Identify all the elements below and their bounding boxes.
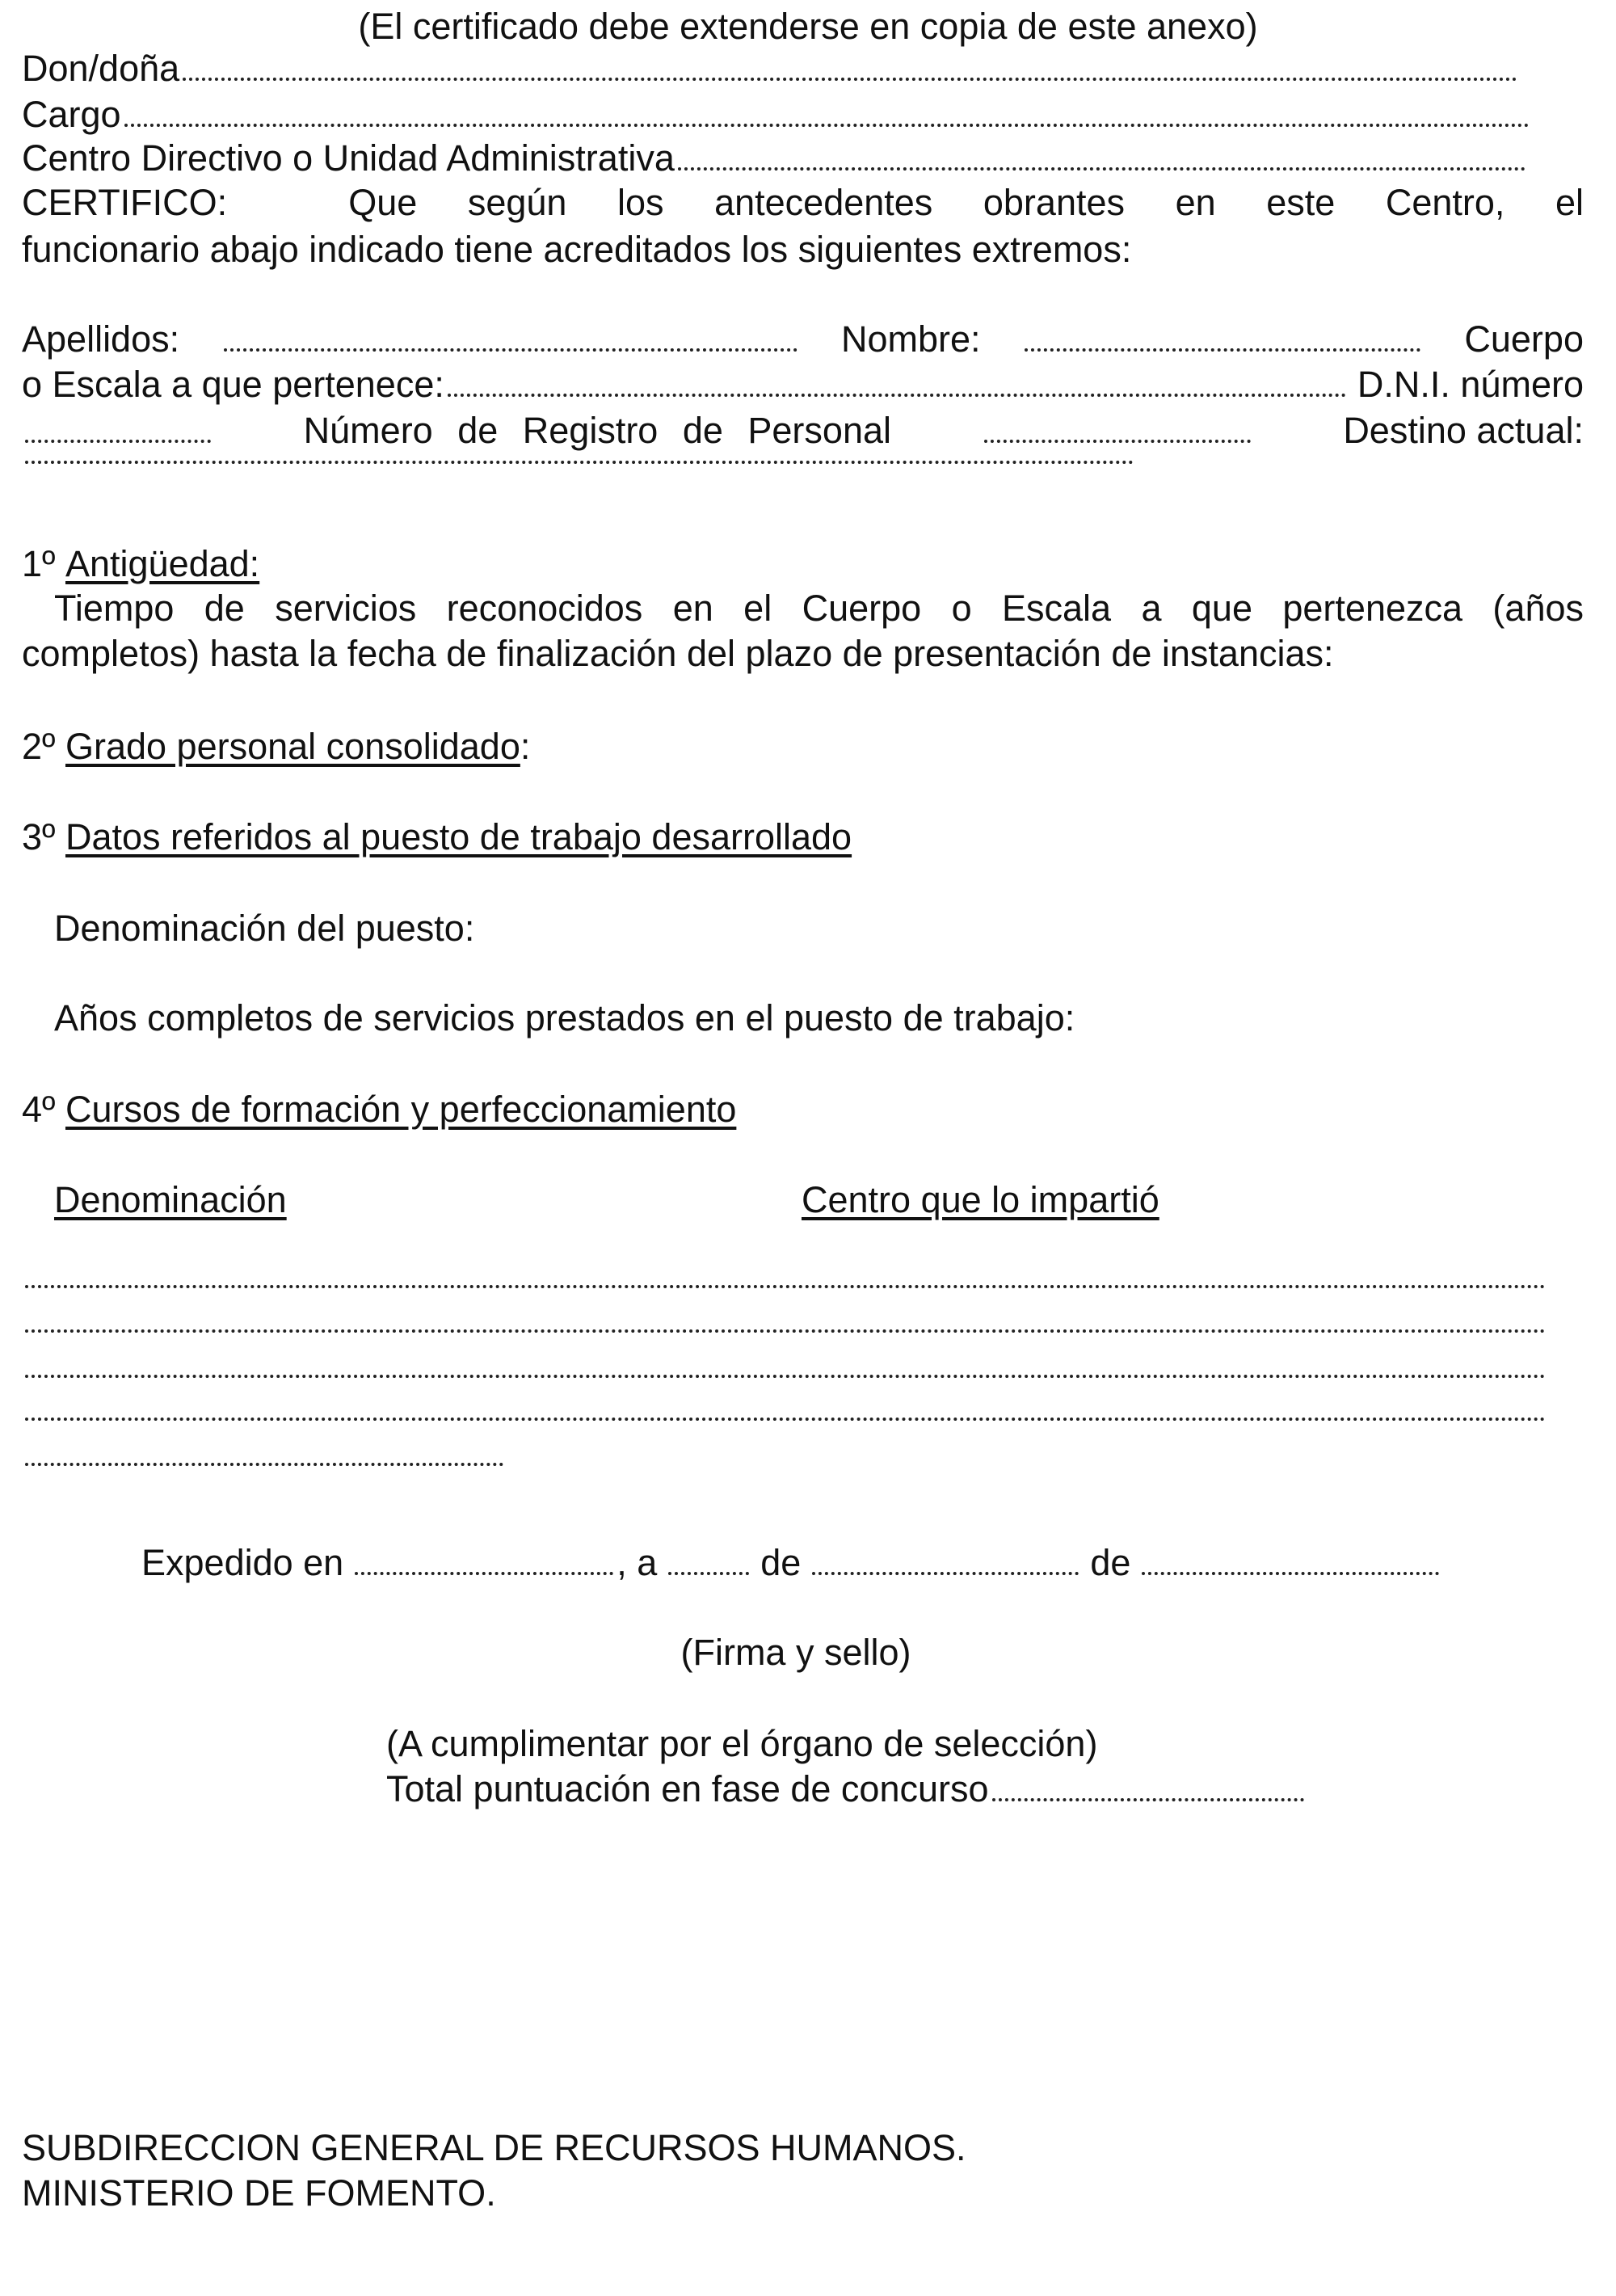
denominacion-puesto-label: Denominación del puesto: <box>54 908 475 949</box>
expedido-line <box>141 1541 1442 1585</box>
s1-number: 1º <box>22 543 56 584</box>
course-line[interactable] <box>22 1367 1549 1410</box>
lugar-blank[interactable] <box>355 1564 613 1575</box>
section-1-heading <box>22 542 1584 586</box>
course-blank[interactable] <box>25 1277 1546 1288</box>
s4-title: Cursos de formación y perfeccionamiento <box>65 1089 737 1130</box>
nombre-label: Nombre: <box>840 318 981 360</box>
de-label-2: de <box>1090 1542 1131 1583</box>
nrp-blank[interactable] <box>984 432 1251 443</box>
cargo-field <box>22 93 1533 137</box>
cuerpo-label: Cuerpo <box>1464 318 1584 360</box>
col-denominacion: Denominación <box>54 1179 287 1220</box>
total-blank[interactable] <box>992 1790 1304 1801</box>
firma-line <box>0 1631 1604 1675</box>
note-text: (El certificado debe extenderse en copia de este anexo) <box>358 6 1258 47</box>
course-line[interactable] <box>22 1455 507 1498</box>
s1-text-1: Tiempo de servicios reconocidos en el Cuerpo o Escala a que pertenezca (años <box>54 588 1584 629</box>
s1-text-line-2 <box>22 632 1584 676</box>
nrp-label: Número de Registro de Personal <box>303 410 891 451</box>
org-line-2 <box>22 2172 1584 2215</box>
course-line[interactable] <box>22 1321 1549 1365</box>
anos-servicios-label: Años completos de servicios prestados en el puesto de trabajo: <box>54 997 1075 1038</box>
certifico-text: Que según los antecedentes obrantes en este Centro, el <box>348 182 1584 223</box>
don-label: Don/doña <box>22 48 180 89</box>
certifico-text-2: funcionario abajo indicado tiene acreditados los siguientes extremos: <box>22 229 1132 270</box>
section-3-heading <box>22 815 1584 859</box>
section-2-heading <box>22 725 1584 769</box>
s2-number: 2º <box>22 726 56 767</box>
course-blank[interactable] <box>25 1455 503 1466</box>
dni-blank[interactable] <box>25 432 211 443</box>
don-blank[interactable] <box>183 70 1517 81</box>
organo-line <box>386 1722 1356 1766</box>
subdireccion: SUBDIRECCION GENERAL DE RECURSOS HUMANOS. <box>22 2127 966 2168</box>
s3-number: 3º <box>22 816 56 857</box>
centro-label: Centro Directivo o Unidad Administrativa <box>22 137 675 179</box>
nombre-blank[interactable] <box>1025 340 1420 352</box>
centro-blank[interactable] <box>678 159 1526 171</box>
escala-label: o Escala a que pertenece: <box>22 364 444 405</box>
certifico-line-2 <box>22 228 1584 272</box>
s2-colon: : <box>520 726 531 767</box>
cargo-label: Cargo <box>22 94 121 135</box>
s1-text-2: completos) hasta la fecha de finalización del plazo de presentación de instancias: <box>22 633 1334 674</box>
certifico-label: CERTIFICO: <box>22 182 228 223</box>
s1-text-line-1 <box>54 587 1584 630</box>
certifico-line <box>22 181 1584 225</box>
course-line[interactable] <box>22 1409 1549 1453</box>
org-line-1 <box>22 2126 1584 2170</box>
apellidos-line <box>22 318 1584 361</box>
destino-blank[interactable] <box>25 453 1134 464</box>
course-blank[interactable] <box>25 1321 1546 1333</box>
centro-field <box>22 137 1529 180</box>
total-line <box>386 1767 1307 1811</box>
don-field <box>22 47 1521 91</box>
s2-title: Grado personal consolidado <box>65 726 520 767</box>
escala-line <box>22 363 1584 407</box>
de-label-1: de <box>760 1542 802 1583</box>
s4-number: 4º <box>22 1089 56 1130</box>
a-label: , a <box>617 1542 658 1583</box>
firma-sello: (Firma y sello) <box>680 1632 911 1673</box>
organo-note: (A cumplimentar por el órgano de selección) <box>386 1723 1098 1764</box>
nrp-line <box>22 409 1584 453</box>
apellidos-label: Apellidos: <box>22 318 180 360</box>
cargo-blank[interactable] <box>124 116 1530 127</box>
expedido-label: Expedido en <box>141 1542 344 1583</box>
s4-column-headers <box>54 1178 1616 1222</box>
total-label: Total puntuación en fase de concurso <box>386 1768 989 1809</box>
mes-blank[interactable] <box>812 1564 1079 1575</box>
s3-title: Datos referidos al puesto de trabajo desarrollado <box>65 816 852 857</box>
apellidos-blank[interactable] <box>224 340 797 352</box>
section-4-heading <box>22 1088 1584 1131</box>
escala-blank[interactable] <box>448 385 1346 397</box>
dni-label: D.N.I. número <box>1357 364 1584 405</box>
destino-label: Destino actual: <box>1343 410 1584 451</box>
destino-line <box>22 453 1137 496</box>
s3-item-1 <box>54 907 1616 950</box>
course-blank[interactable] <box>25 1367 1546 1378</box>
course-line[interactable] <box>22 1277 1549 1321</box>
ano-blank[interactable] <box>1142 1564 1439 1575</box>
s1-title: Antigüedad: <box>65 543 260 584</box>
annex-note <box>0 5 1616 48</box>
s3-item-2 <box>54 996 1616 1040</box>
ministerio: MINISTERIO DE FOMENTO. <box>22 2172 496 2214</box>
course-blank[interactable] <box>25 1409 1546 1421</box>
dia-blank[interactable] <box>668 1564 749 1575</box>
col-centro: Centro que lo impartió <box>802 1179 1159 1220</box>
